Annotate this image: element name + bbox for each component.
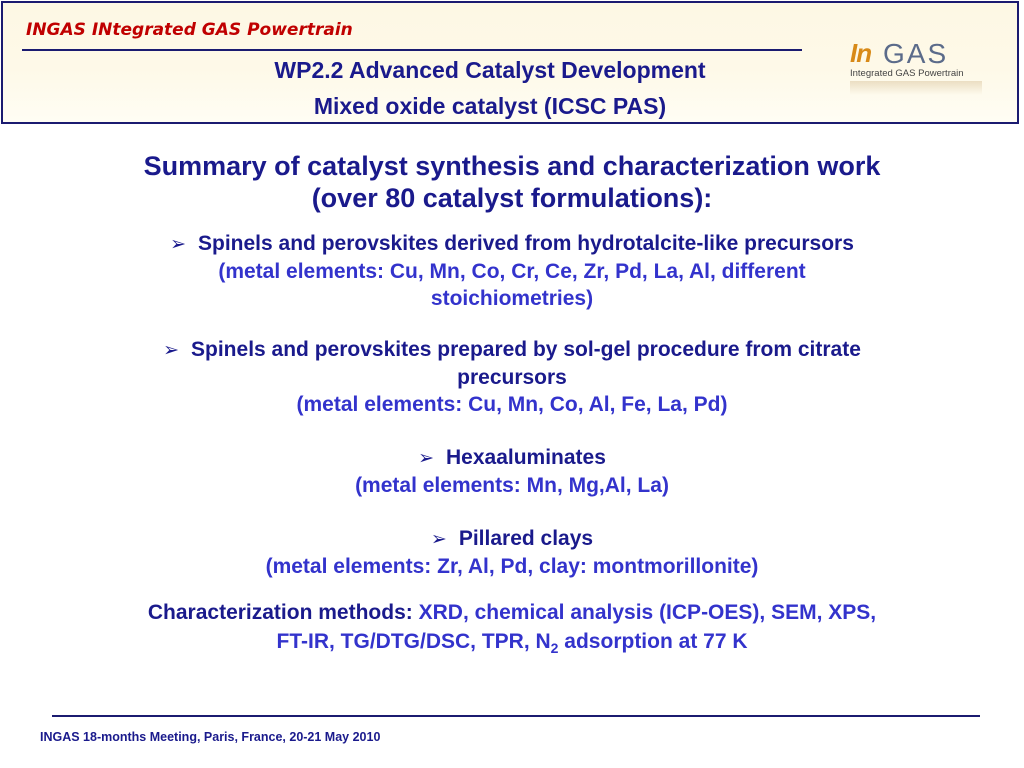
list-item xyxy=(10,444,1014,499)
footer-divider xyxy=(52,715,980,717)
header-divider xyxy=(22,49,802,51)
summary-title-line1: Summary of catalyst synthesis and characterization work xyxy=(143,151,881,181)
logo-reflection xyxy=(850,81,982,95)
item-heading: Pillared clays xyxy=(458,527,594,550)
item-detail: stoichiometries) xyxy=(430,287,594,310)
item-detail: (metal elements: Cu, Mn, Co, Cr, Ce, Zr, Pd, La, Al, different xyxy=(218,260,806,283)
logo-subtitle: Integrated GAS Powertrain xyxy=(850,68,964,79)
ingas-logo xyxy=(850,38,990,100)
subscript-2: 2 xyxy=(550,640,559,657)
characterization-methods-line2-end: adsorption at 77 K xyxy=(558,630,748,653)
slide-content xyxy=(10,150,1014,662)
characterization-methods xyxy=(10,598,1014,662)
item-detail: (metal elements: Mn, Mg,Al, La) xyxy=(355,474,669,497)
logo-in-text: In xyxy=(850,38,872,68)
slide-title: WP2.2 Advanced Catalyst Development xyxy=(274,57,706,83)
arrow-bullet-icon: ➢ xyxy=(163,340,180,361)
item-detail: (metal elements: Zr, Al, Pd, clay: montmorillonite) xyxy=(265,555,759,578)
list-item xyxy=(10,336,1014,418)
characterization-methods-line2: FT-IR, TG/DTG/DSC, TPR, N xyxy=(276,630,551,653)
arrow-bullet-icon: ➢ xyxy=(418,448,434,469)
item-heading-continued: precursors xyxy=(457,366,567,389)
characterization-methods-line1: XRD, chemical analysis (ICP-OES), SEM, XPS, xyxy=(418,601,877,624)
characterization-label: Characterization methods: xyxy=(147,601,413,624)
item-heading: Spinels and perovskites derived from hydrotalcite-like precursors xyxy=(198,232,854,255)
brand-title: INGAS INtegrated GAS Powertrain xyxy=(26,20,353,40)
list-item xyxy=(10,525,1014,580)
item-heading: Spinels and perovskites prepared by sol-gel procedure from citrate xyxy=(191,338,861,361)
arrow-bullet-icon: ➢ xyxy=(170,234,186,255)
list-item xyxy=(10,230,1014,312)
footer-text: INGAS 18-months Meeting, Paris, France, 20-21 May 2010 xyxy=(40,730,381,744)
summary-title-line2: (over 80 catalyst formulations): xyxy=(311,183,713,213)
arrow-bullet-icon: ➢ xyxy=(430,529,447,550)
item-detail: (metal elements: Cu, Mn, Co, Al, Fe, La, Pd) xyxy=(296,393,728,416)
logo-gas-text: GAS xyxy=(883,38,949,69)
item-heading: Hexaaluminates xyxy=(446,446,606,469)
slide-subtitle: Mixed oxide catalyst (ICSC PAS) xyxy=(313,93,667,119)
